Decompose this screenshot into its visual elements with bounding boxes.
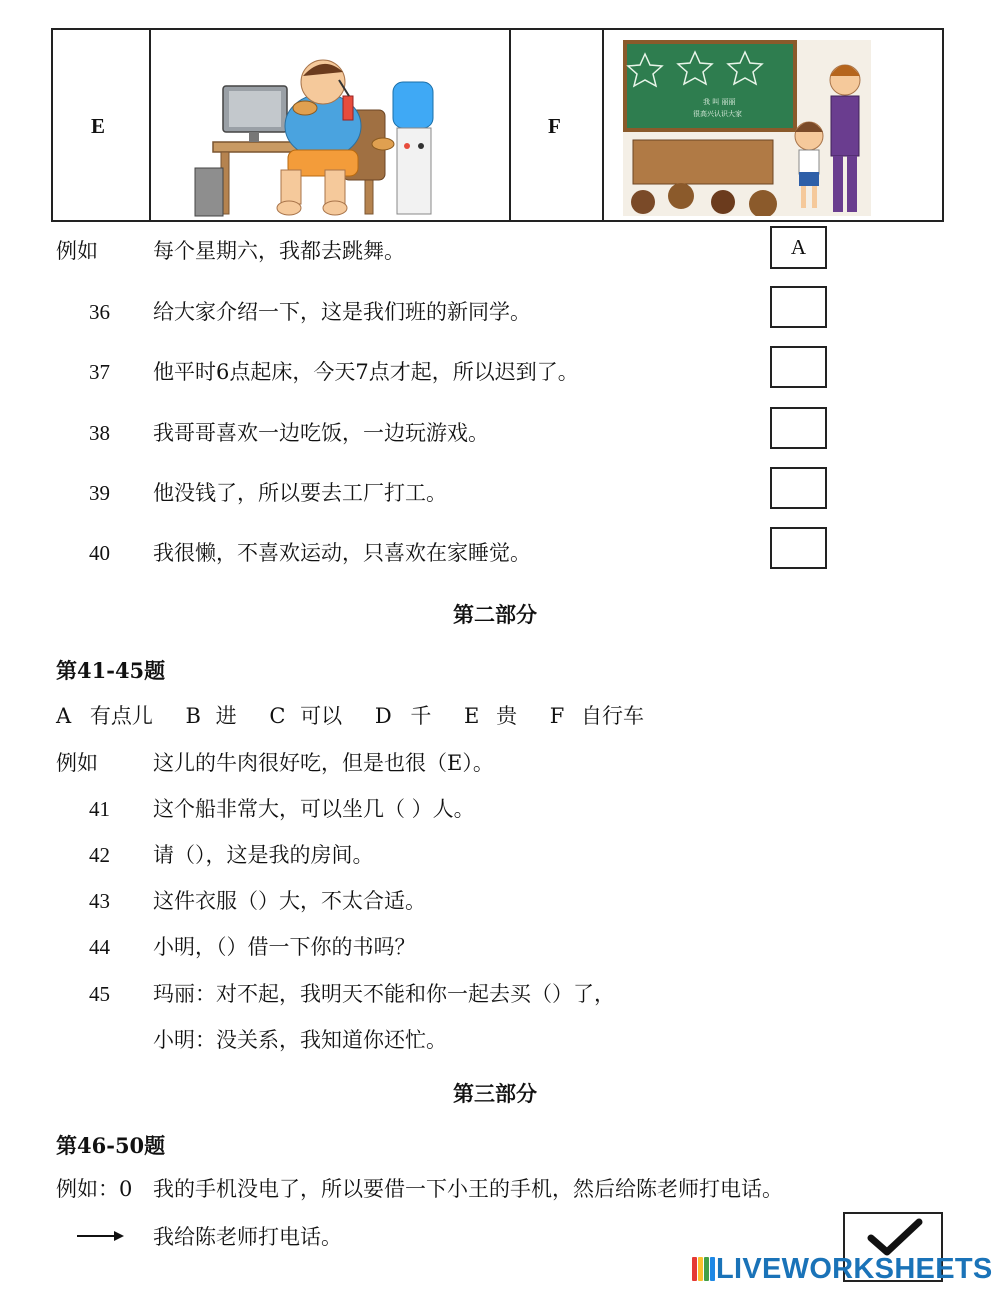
table-divider (509, 30, 511, 220)
example-label: 例如 (56, 751, 98, 775)
option-word: 可以 (300, 704, 343, 728)
option-word: 有点儿 (89, 704, 153, 728)
picture-table (51, 28, 944, 222)
question-text: 这件衣服（）大，不太合适。 (153, 889, 426, 913)
question-text: 他没钱了，所以要去工厂打工。 (153, 481, 447, 505)
example-sentence: 这儿的牛肉很好吃，但是也很（E）。 (153, 751, 494, 775)
example-sentence: 每个星期六，我都去跳舞。 (153, 239, 405, 263)
option-letter: B (185, 704, 201, 728)
teacher-introducing-new-student-illustration (623, 40, 871, 216)
option-word: 贵 (496, 704, 518, 728)
answer-box-37[interactable] (770, 346, 827, 388)
option-letter: E (464, 704, 480, 728)
table-divider (602, 30, 604, 220)
question-number: 44 (89, 935, 110, 959)
question-number: 39 (89, 481, 110, 505)
example-label: 例如 (56, 239, 98, 263)
answer-box-39[interactable] (770, 467, 827, 509)
question-number: 43 (89, 889, 110, 913)
question-number: 45 (89, 982, 110, 1006)
option-letter: D (374, 704, 392, 728)
question-text: 小明，（）借一下你的书吗？ (153, 935, 416, 959)
option-word: 千 (410, 704, 432, 728)
man-eating-at-computer-illustration (193, 50, 443, 220)
option-letter: A (56, 704, 72, 728)
option-word: 自行车 (581, 704, 645, 728)
statement-text: 我给陈老师打电话。 (153, 1225, 342, 1249)
question-number: 42 (89, 843, 110, 867)
option-letter: F (549, 704, 565, 728)
question-text: 这个船非常大，可以坐几（ ）人。 (153, 797, 475, 821)
liveworksheets-logo (692, 1252, 993, 1286)
word-options (56, 702, 644, 730)
question-text: 给大家介绍一下，这是我们班的新同学。 (153, 300, 531, 324)
liveworksheets-logo-text: LIVEWORKSHEETS (716, 1252, 993, 1285)
picture-letter-f: F (548, 114, 561, 138)
answer-box-40[interactable] (770, 527, 827, 569)
answer-box-36[interactable] (770, 286, 827, 328)
example-label: 例如：0 (56, 1177, 133, 1201)
question-text: 请（），这是我的房间。 (153, 843, 374, 867)
question-number: 40 (89, 541, 110, 565)
question-text: 他平时6点起床，今天7点才起，所以迟到了。 (153, 360, 579, 384)
questions-41-45-heading: 第41-45题 (56, 658, 166, 683)
question-text: 我很懒，不喜欢运动，只喜欢在家睡觉。 (153, 541, 531, 565)
questions-46-50-heading: 第46-50题 (56, 1133, 166, 1158)
example-answer: A (790, 235, 807, 259)
question-text: 玛丽：对不起，我明天不能和你一起去买（）了， (153, 982, 615, 1006)
picture-letter-e: E (91, 114, 106, 138)
option-word: 进 (215, 704, 237, 728)
example-sentence: 我的手机没电了，所以要借一下小王的手机，然后给陈老师打电话。 (153, 1177, 783, 1201)
liveworksheets-icon (692, 1255, 716, 1283)
example-answer-box (770, 226, 827, 269)
answer-box-38[interactable] (770, 407, 827, 449)
question-text-line2: 小明：没关系，我知道你还忙。 (153, 1028, 447, 1052)
right-arrow-icon (76, 1226, 126, 1246)
table-divider (149, 30, 151, 220)
board-subtitle: 很高兴认识大家 (693, 110, 742, 118)
part-three-heading: 第三部分 (453, 1081, 537, 1106)
question-number: 38 (89, 421, 110, 445)
question-number: 41 (89, 797, 110, 821)
question-number: 36 (89, 300, 110, 324)
option-letter: C (269, 704, 286, 728)
question-number: 37 (89, 360, 110, 384)
part-two-heading: 第二部分 (453, 602, 537, 627)
board-title: 我 叫 丽丽 (703, 98, 736, 106)
question-text: 我哥哥喜欢一边吃饭，一边玩游戏。 (153, 421, 489, 445)
